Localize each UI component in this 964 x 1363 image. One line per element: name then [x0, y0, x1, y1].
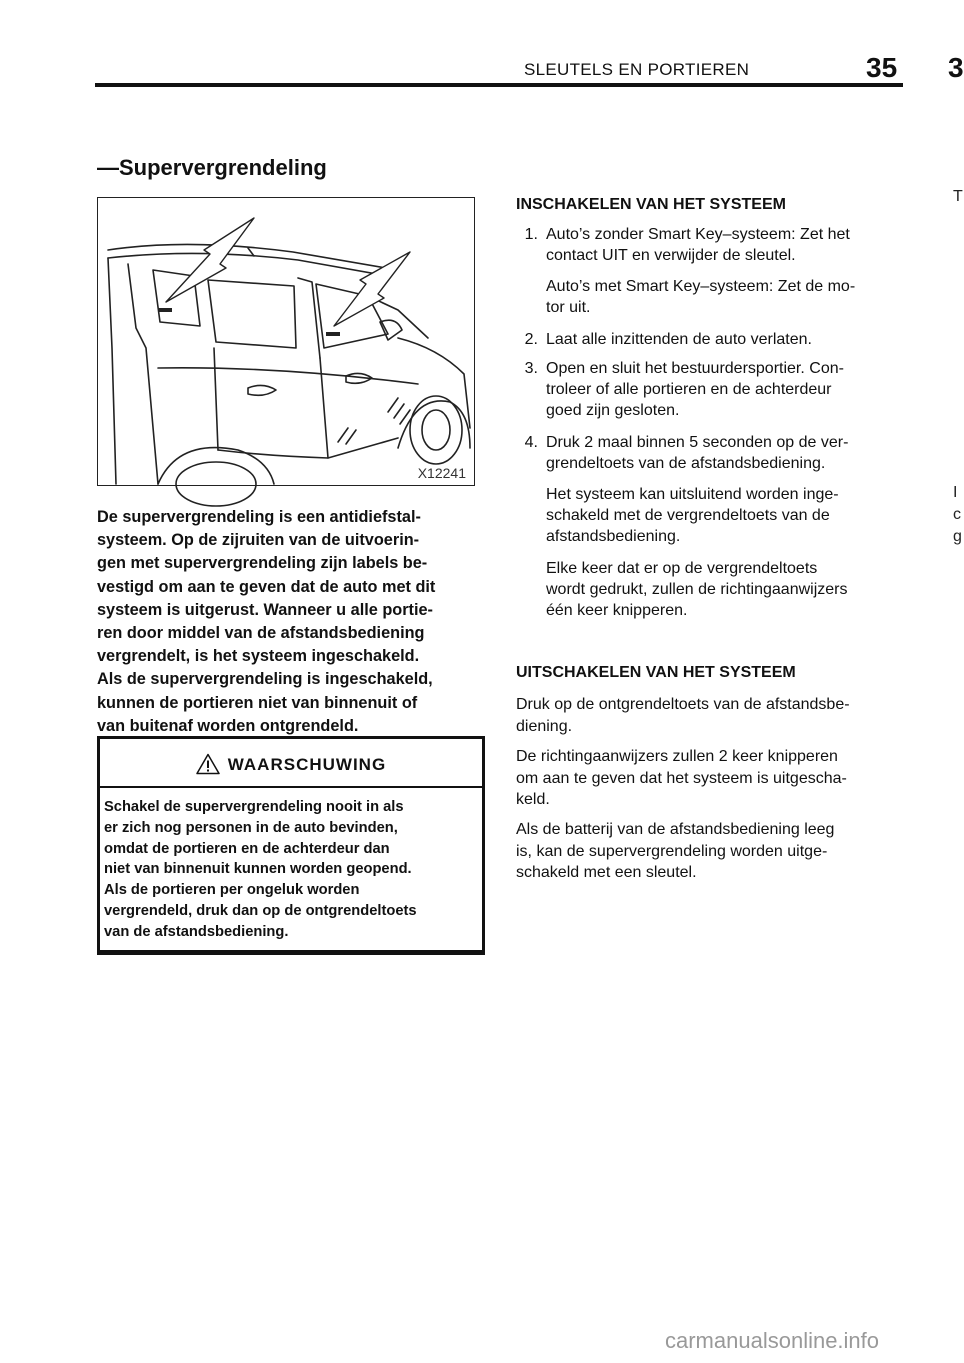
body-paragraph	[516, 694, 902, 737]
text-line: wordt gedrukt, zullen de richtingaanwijzers	[546, 581, 848, 598]
text-line: Open en sluit het bestuurdersportier. Con-	[546, 360, 844, 377]
text-line: troleer of alle portieren en de achterdeur	[546, 381, 832, 398]
text-line: Druk op de ontgrendeltoets van de afstandsbe-	[516, 696, 850, 713]
step-number: 4.	[524, 434, 538, 451]
step-2	[516, 329, 906, 350]
step-number: 1.	[524, 226, 538, 243]
text-line: keld.	[516, 791, 550, 808]
text-line: vergrendelt, is het systeem ingeschakeld.	[97, 647, 420, 666]
step-4	[516, 432, 906, 474]
text-line: Als de batterij van de afstandsbediening leeg	[516, 821, 835, 838]
enable-heading: INSCHAKELEN VAN HET SYSTEEM	[516, 196, 786, 213]
disable-heading: UITSCHAKELEN VAN HET SYSTEEM	[516, 664, 796, 681]
text-line: vergrendeld, druk dan op de ontgrendeltoets	[104, 902, 417, 919]
watermark-link[interactable]: carmanualsonline.info	[665, 1328, 880, 1353]
intro-paragraph	[97, 506, 479, 738]
text-line: omdat de portieren en de achterdeur dan	[104, 840, 390, 857]
car-illustration	[97, 197, 475, 486]
text-line: De richtingaanwijzers zullen 2 keer knipperen	[516, 748, 838, 765]
warning-header	[100, 753, 482, 775]
text-line: schakeld met de vergrendeltoets van de	[546, 507, 830, 524]
text-line: afstandsbediening.	[546, 528, 681, 545]
step-1	[516, 224, 906, 266]
step-3	[516, 358, 906, 421]
text-line: goed zijn gesloten.	[546, 402, 680, 419]
text-line: systeem. Op de zijruiten van de uitvoerin-	[97, 531, 420, 550]
text-line: Laat alle inzittenden de auto verlaten.	[546, 331, 812, 348]
text-line: om aan te geven dat het systeem is uitgescha-	[516, 769, 847, 787]
running-header-title: SLEUTELS EN PORTIEREN	[524, 60, 750, 79]
warning-triangle-icon	[196, 753, 220, 775]
text-line: Auto’s zonder Smart Key–systeem: Zet het	[546, 226, 850, 243]
edge-fragment: I	[953, 484, 958, 501]
body-paragraph	[516, 819, 902, 884]
text-line: Als de portieren per ongeluk worden	[104, 882, 360, 899]
body-paragraph	[516, 746, 902, 811]
warning-text	[104, 797, 480, 943]
text-line: van de afstandsbediening.	[104, 923, 289, 940]
text-line: één keer knipperen.	[546, 602, 688, 619]
section-title: —Supervergrendeling	[97, 155, 327, 180]
text-line: Als de supervergrendeling is ingeschakeld,	[97, 670, 433, 689]
edge-fragment: T	[953, 188, 963, 205]
warning-title: WAARSCHUWING	[227, 755, 387, 774]
text-line: schakeld met een sleutel.	[516, 864, 697, 881]
next-page-edge: 3	[948, 52, 964, 83]
warning-box	[97, 736, 485, 955]
header-rule	[95, 83, 903, 87]
note-paragraph	[546, 558, 902, 621]
edge-fragment: c	[953, 506, 961, 523]
warning-divider	[100, 786, 482, 788]
smart-key-note	[546, 276, 902, 318]
page-number: 35	[866, 52, 898, 83]
text-line: contact UIT en verwijder de sleutel.	[546, 247, 796, 264]
text-line: Druk 2 maal binnen 5 seconden op de ver-	[546, 434, 849, 451]
figure-code: X12241	[417, 465, 466, 481]
text-line: niet van binnenuit kunnen worden geopend.	[104, 861, 412, 878]
edge-fragment: g	[953, 528, 962, 545]
text-line: systeem is uitgerust. Wanneer u alle portie-	[97, 600, 433, 619]
text-line: grendeltoets van de afstandsbediening.	[546, 455, 826, 472]
text-line: tor uit.	[546, 299, 591, 316]
text-line: Elke keer dat er op de vergrendeltoets	[546, 560, 818, 577]
text-line: kunnen de portieren niet van binnenuit of	[97, 693, 418, 712]
car-side-drawing	[98, 198, 473, 484]
text-line: diening.	[516, 717, 573, 735]
text-line: Schakel de supervergrendeling nooit in als	[104, 799, 404, 815]
step-number: 2.	[524, 331, 538, 348]
step-number: 3.	[524, 360, 538, 377]
text-line: is, kan de supervergrendeling worden uitge-	[516, 842, 828, 860]
text-line: Auto’s met Smart Key–systeem: Zet de mo-	[546, 278, 856, 295]
text-line: Het systeem kan uitsluitend worden inge-	[546, 486, 839, 503]
text-line: van buitenaf worden ontgrendeld.	[97, 716, 359, 735]
text-line: er zich nog personen in de auto bevinden,	[104, 819, 398, 836]
note-paragraph	[546, 484, 902, 547]
text-line: De supervergrendeling is een antidiefstal-	[97, 508, 421, 526]
text-line: ren door middel van de afstandsbediening	[97, 624, 425, 643]
text-line: gen met supervergrendeling zijn labels be-	[97, 554, 428, 573]
text-line: vestigd om aan te geven dat de auto met dit	[97, 577, 436, 596]
